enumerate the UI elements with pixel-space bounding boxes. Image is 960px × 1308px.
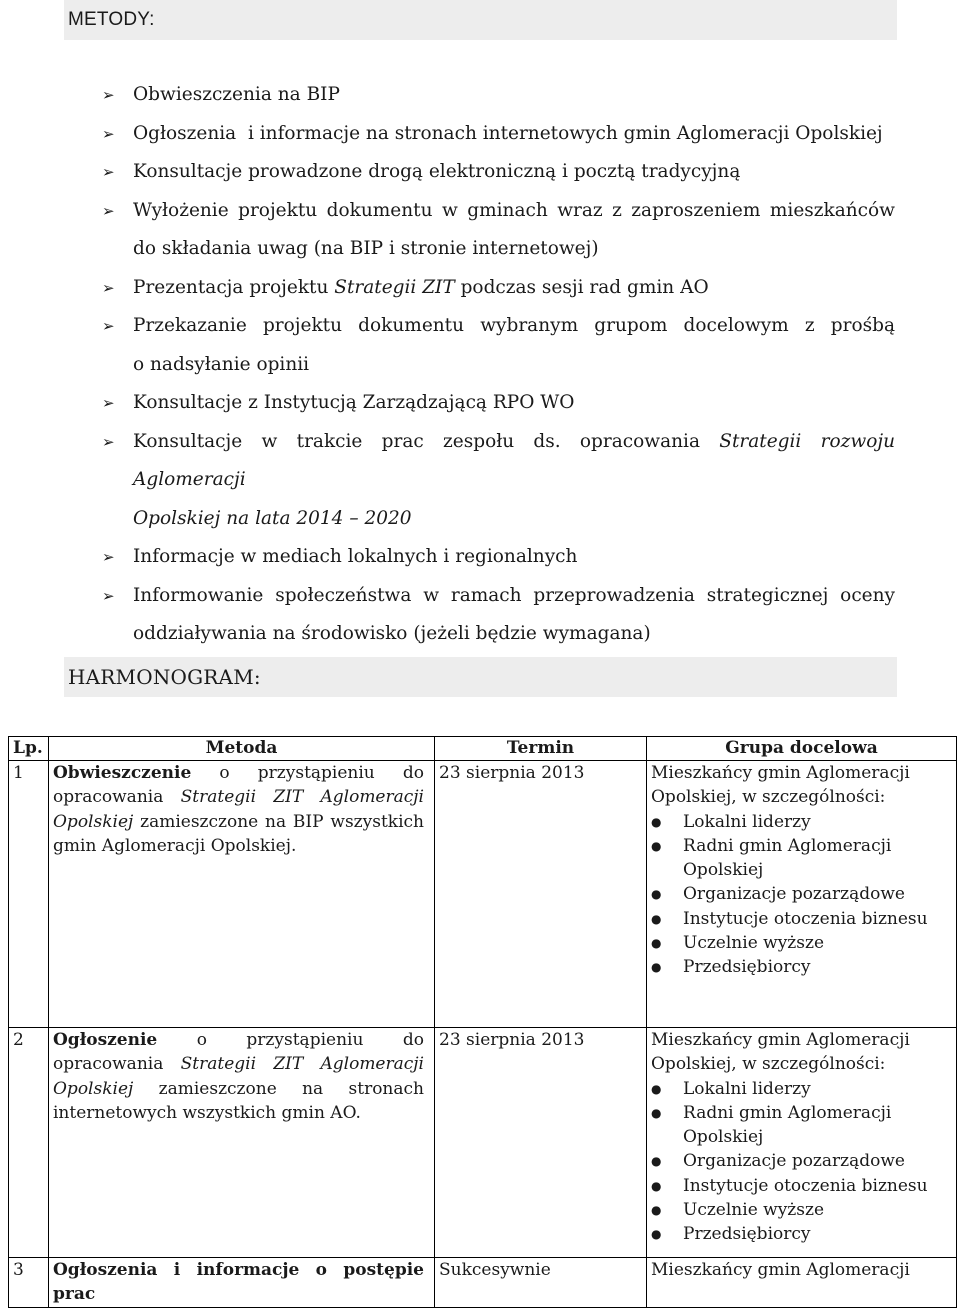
methods-heading: METODY: — [64, 0, 897, 40]
method-text-line2: oddziaływania na środowisko (jeżeli będzie wymagana) — [133, 623, 651, 644]
metoda-bold: Ogłoszenia i informacje o postępie prac — [53, 1260, 424, 1305]
grupa-list-item: ● Radni gmin Aglomeracji Opolskiej — [683, 834, 952, 883]
cell-lp: 2 — [9, 1028, 49, 1258]
cell-grupa — [647, 761, 957, 1028]
cell-metoda — [49, 761, 435, 1028]
method-text-line1: Wyłożenie projektu dokumentu w gminach wraz z zaproszeniem mieszkańców — [133, 199, 895, 221]
grupa-intro: Mieszkańcy gmin Aglomeracji Opolskiej, w szczególności: — [651, 763, 910, 808]
grupa-list-item: ● Uczelnie wyższe — [683, 931, 952, 955]
cell-termin: 23 sierpnia 2013 — [435, 761, 647, 1028]
method-item — [0, 423, 895, 539]
method-text-rest: podczas sesji rad gmin AO — [454, 276, 709, 298]
table-row — [9, 1028, 957, 1258]
grupa-list-item: ● Przedsiębiorcy — [683, 955, 952, 979]
table-row — [9, 1258, 957, 1308]
arrow-bullet-icon: ➢ — [102, 124, 115, 143]
arrow-bullet-icon: ➢ — [102, 278, 115, 297]
method-text: Informacje w mediach lokalnych i regionalnych — [133, 546, 578, 567]
methods-list — [0, 76, 960, 654]
method-item — [0, 153, 895, 192]
grupa-list-item: ● Przedsiębiorcy — [683, 1222, 952, 1246]
method-text-line1: Informowanie społeczeństwa w ramach przeprowadzenia strategicznej oceny — [133, 584, 895, 606]
method-emphasis: Strategii rozwoju Aglomeracji — [133, 430, 895, 490]
grupa-list-item: ● Lokalni liderzy — [683, 1077, 952, 1101]
metoda-text: zamieszczone na BIP wszystkich gmin Aglomeracji Opolskiej. — [53, 811, 424, 856]
metoda-text: o przystąpieniu do opracowania — [53, 1030, 424, 1075]
metoda-bold: Ogłoszenie — [53, 1030, 158, 1050]
grupa-intro: Mieszkańcy gmin Aglomeracji Opolskiej, w szczególności: — [651, 1030, 910, 1075]
arrow-bullet-icon: ➢ — [102, 163, 115, 181]
method-item — [0, 384, 895, 423]
method-text-line2: o nadsyłanie opinii — [133, 353, 310, 375]
method-emphasis: Opolskiej na lata 2014 – 2020 — [133, 507, 412, 529]
grupa-list — [651, 1077, 952, 1247]
metoda-bold: Obwieszczenie — [53, 763, 192, 783]
table-row — [9, 761, 957, 1028]
method-item — [0, 269, 895, 308]
method-text-line1: Przekazanie projektu dokumentu wybranym grupom docelowym z prośbą — [133, 315, 895, 336]
method-text-line2: do składania uwag (na BIP i stronie internetowej) — [133, 238, 599, 259]
method-item — [0, 538, 895, 577]
method-item — [0, 192, 895, 269]
method-text: Obwieszczenia na BIP — [133, 84, 340, 105]
grupa-list-item: ● Lokalni liderzy — [683, 810, 952, 834]
metoda-text: zamieszczone na stronach internetowych wszystkich gmin AO. — [53, 1078, 424, 1123]
grupa-list-item: ● Instytucje otoczenia biznesu — [683, 1174, 952, 1198]
metoda-text: o przystąpieniu do opracowania — [53, 763, 424, 808]
cell-metoda — [49, 1028, 435, 1258]
grupa-intro: Mieszkańcy gmin Aglomeracji — [651, 1260, 910, 1280]
grupa-list — [651, 810, 952, 980]
arrow-bullet-icon: ➢ — [102, 432, 115, 451]
method-text: Prezentacja projektu — [133, 276, 335, 298]
method-text: Konsultacje w trakcie prac zespołu ds. opracowania — [133, 430, 720, 452]
arrow-bullet-icon: ➢ — [102, 394, 115, 412]
table-body — [9, 761, 957, 1308]
method-text-line2 — [133, 500, 895, 539]
cell-termin: 23 sierpnia 2013 — [435, 1028, 647, 1258]
col-header-grupa: Grupa docelowa — [647, 737, 957, 761]
cell-grupa — [647, 1028, 957, 1258]
method-text-line1 — [133, 423, 895, 500]
cell-lp: 3 — [9, 1258, 49, 1308]
cell-lp: 1 — [9, 761, 49, 1028]
metoda-emphasis: Strategii ZIT Aglomeracji Opolskiej — [53, 1054, 424, 1099]
arrow-bullet-icon: ➢ — [102, 317, 115, 335]
schedule-table — [8, 736, 957, 1308]
cell-grupa — [647, 1258, 957, 1308]
method-item — [0, 115, 895, 154]
method-item — [0, 307, 895, 384]
method-text: Konsultacje prowadzone drogą elektroniczną i pocztą tradycyjną — [133, 161, 741, 182]
arrow-bullet-icon: ➢ — [102, 548, 115, 566]
col-header-lp: Lp. — [9, 737, 49, 761]
method-text: Konsultacje z Instytucją Zarządzającą RPO WO — [133, 392, 575, 413]
grupa-list-item: ● Radni gmin Aglomeracji Opolskiej — [683, 1101, 952, 1150]
metoda-emphasis: Strategii ZIT Aglomeracji Opolskiej — [53, 787, 424, 832]
col-header-termin: Termin — [435, 737, 647, 761]
grupa-list-item: ● Organizacje pozarządowe — [683, 882, 952, 906]
method-emphasis: Strategii ZIT — [334, 276, 455, 298]
table-header-row — [9, 737, 957, 761]
arrow-bullet-icon: ➢ — [102, 86, 115, 104]
arrow-bullet-icon: ➢ — [102, 586, 115, 605]
grupa-list-item: ● Uczelnie wyższe — [683, 1198, 952, 1222]
schedule-heading: HARMONOGRAM: — [64, 657, 897, 697]
cell-termin: Sukcesywnie — [435, 1258, 647, 1308]
arrow-bullet-icon: ➢ — [102, 201, 115, 220]
grupa-list-item: ● Organizacje pozarządowe — [683, 1149, 952, 1173]
cell-metoda — [49, 1258, 435, 1308]
method-item — [0, 577, 895, 654]
col-header-metoda: Metoda — [49, 737, 435, 761]
method-text: Ogłoszenia i informacje na stronach internetowych gmin Aglomeracji Opolskiej — [133, 122, 883, 144]
grupa-list-item: ● Instytucje otoczenia biznesu — [683, 907, 952, 931]
method-item — [0, 76, 895, 115]
